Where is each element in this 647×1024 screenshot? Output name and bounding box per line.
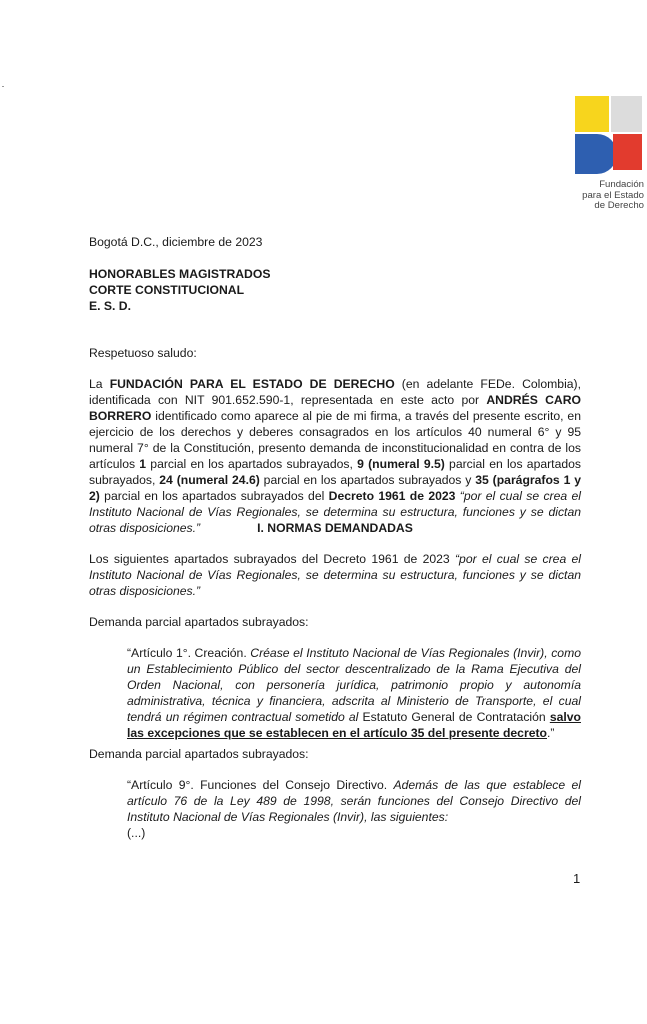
addressee <box>89 266 581 314</box>
intro-text: parcial en los apartados subrayados, <box>146 457 358 471</box>
page-number: 1 <box>573 871 581 886</box>
section-title: I. NORMAS DEMANDADAS <box>257 521 413 535</box>
norms-intro <box>89 551 581 599</box>
logo-gray-block <box>611 96 642 132</box>
logo-line: para el Estado <box>582 189 644 201</box>
intro-bold: 1 <box>139 457 147 471</box>
scan-mark <box>2 86 4 87</box>
intro-text: identificado como aparece al pie de mi firma, a través del presente escrito, en ejercicio de los derechos y deberes consagrados en los artículos 40 numeral 6° y 95 numeral 7° de la Constitución, presento demanda de inconstitucionalidad en contra de los artículos <box>89 409 581 471</box>
quote1-text: .” <box>546 726 555 740</box>
norms-italic: “por el cual se crea el Instituto Nacional de Vías Regionales, se determina su estructura, funciones y se dictan otras disposiciones.” <box>89 552 581 598</box>
quote1-text: Estatuto General de Contratación <box>358 710 550 724</box>
logo-wordmark <box>576 180 644 212</box>
label-demanda-1: Demanda parcial apartados subrayados: <box>89 615 309 629</box>
quote1-italic: Créase el Instituto Nacional de Vías Regionales (Invir), como un Establecimiento Público del sector descentralizado de la Rama Ejecutiva del Orden Nacional, con personería jurídica, patrimonio propio y autonomía administrativa, técnica y financiera, adscrita al Ministerio de Transporte, el cual tendrá un régimen contractual sometido al <box>127 646 582 724</box>
quote1-underlined: salvo las excepciones que se establecen en el artículo 35 del presente decreto <box>127 710 581 740</box>
quote2-ellipsis: (...) <box>127 826 146 840</box>
logo-line: de Derecho <box>594 200 644 212</box>
logo-yellow-block <box>575 96 609 132</box>
intro-bold: 35 (parágrafos 1 y 2) <box>89 473 581 503</box>
intro-text: (en adelante FEDe. Colombia), identificada con NIT 901.652.590-1, representada en este acto por <box>89 377 581 407</box>
logo-blue-d <box>575 134 617 174</box>
intro-italic: “por el cual se crea el Instituto Nacional de Vías Regionales, se determina su estructura, funciones y se dictan otras disposiciones.” <box>89 489 581 535</box>
norms-text: Los siguientes apartados subrayados del Decreto 1961 de 2023 <box>89 552 455 566</box>
intro-text: parcial en los apartados subrayados del <box>99 489 329 503</box>
quote-article-9 <box>127 777 581 841</box>
addressee-line: HONORABLES MAGISTRADOS <box>89 267 271 281</box>
addressee-line: E. S. D. <box>89 299 131 313</box>
intro-text: parcial en los apartados subrayados, <box>89 457 581 487</box>
intro-bold: FUNDACIÓN PARA EL ESTADO DE DERECHO <box>109 377 395 391</box>
quote2-text: “Artículo 9°. Funciones del Consejo Directivo. <box>127 778 394 792</box>
intro-bold: Decreto 1961 de 2023 <box>328 489 456 503</box>
addressee-line: CORTE CONSTITUCIONAL <box>89 283 245 297</box>
intro-paragraph <box>89 376 581 536</box>
quote2-italic: Además de las que establece el artículo 76 de la Ley 489 de 1998, serán funciones del Consejo Directivo del Instituto Nacional de Vías Regionales (Invir), las siguientes: <box>127 778 581 824</box>
label-demanda-2: Demanda parcial apartados subrayados: <box>89 747 309 761</box>
intro-text: La <box>89 377 110 391</box>
quote1-text: “Artículo 1°. Creación. <box>127 646 251 660</box>
date-line: Bogotá D.C., diciembre de 2023 <box>89 235 263 249</box>
logo-red-block <box>613 134 642 170</box>
intro-bold: ANDRÉS CARO BORRERO <box>89 393 581 423</box>
quote-article-1 <box>127 645 581 741</box>
greeting: Respetuoso saludo: <box>89 346 197 360</box>
logo-line: Fundación <box>599 179 644 190</box>
intro-bold: 9 (numeral 9.5) <box>357 457 445 471</box>
intro-text: parcial en los apartados subrayados y <box>259 473 476 487</box>
intro-bold: 24 (numeral 24.6) <box>159 473 260 487</box>
